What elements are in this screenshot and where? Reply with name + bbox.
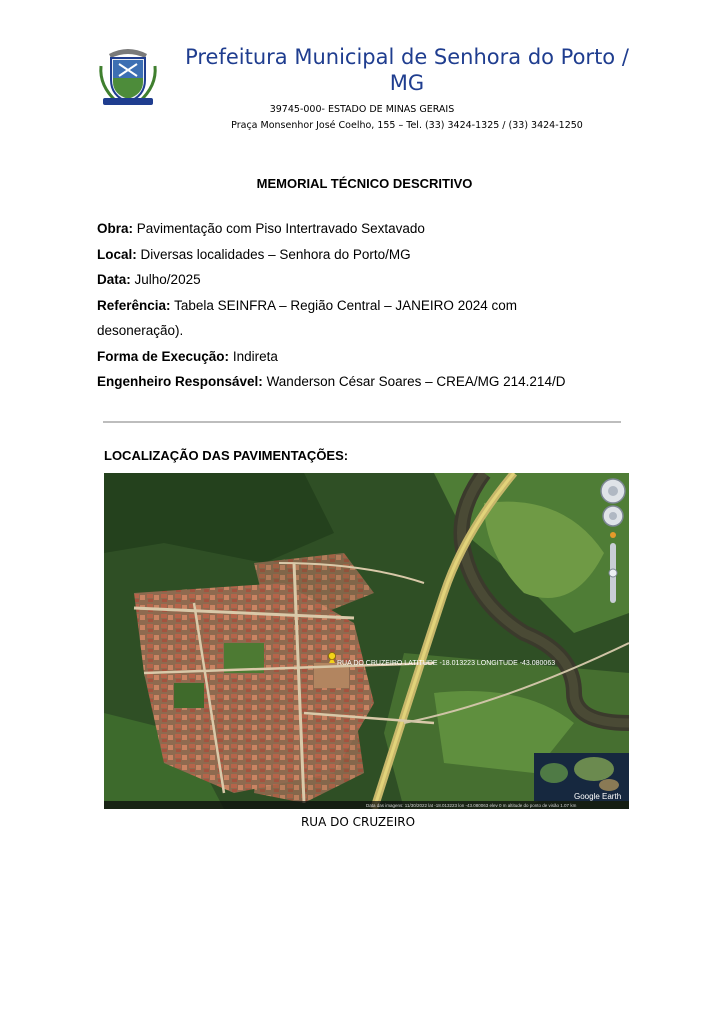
map-pin-label: RUA DO CRUZEIRO LATITUDE -18.013223 LONGITUDE -43.080063 <box>337 660 556 667</box>
municipal-crest <box>95 42 161 108</box>
address-line-2: Praça Monsenhor José Coelho, 155 – Tel. (33) 3424-1325 / (33) 3424-1250 <box>231 120 583 131</box>
field-value: Pavimentação com Piso Intertravado Sextavado <box>136 221 425 236</box>
field-obra <box>97 216 637 242</box>
field-value: desoneração). <box>97 323 184 338</box>
field-value: Indireta <box>232 348 278 364</box>
field-local <box>97 242 637 268</box>
field-value: Julho/2025 <box>134 272 201 287</box>
field-value: Wanderson César Soares – CREA/MG 214.214/D <box>266 374 566 389</box>
field-referencia <box>97 293 637 319</box>
field-label: Obra: <box>97 221 134 236</box>
field-label: Engenheiro Responsável: <box>97 374 263 389</box>
field-label: Forma de Execução: <box>97 348 230 364</box>
page-title: Prefeitura Municipal de Senhora do Porto / MG <box>185 45 629 95</box>
document-fields <box>97 216 637 395</box>
field-engenheiro <box>97 369 637 395</box>
field-value: Diversas localidades – Senhora do Porto/MG <box>140 246 411 262</box>
section-heading: LOCALIZAÇÃO DAS PAVIMENTAÇÕES: <box>104 448 349 463</box>
map-watermark: Google Earth <box>574 792 622 801</box>
divider <box>103 421 621 423</box>
field-label: Data: <box>97 272 131 287</box>
document-heading: MEMORIAL TÉCNICO DESCRITIVO <box>256 176 473 191</box>
map-caption: RUA DO CRUZEIRO <box>300 815 416 829</box>
field-data <box>97 267 637 293</box>
address-line-1: 39745-000- ESTADO DE MINAS GERAIS <box>269 104 455 115</box>
field-label: Local: <box>97 246 137 262</box>
field-referencia-cont <box>97 318 637 344</box>
field-label: Referência: <box>97 297 171 313</box>
field-value: Tabela SEINFRA – Região Central – JANEIRO 2024 com <box>174 297 517 313</box>
field-forma-execucao <box>97 344 637 370</box>
satellite-map <box>104 473 629 809</box>
map-status-bar: Data das imagens: 11/30/2022 lat -18.013223 lon -43.080063 elev 0 m altitude do ponto de visão 1.07 km <box>366 803 577 808</box>
